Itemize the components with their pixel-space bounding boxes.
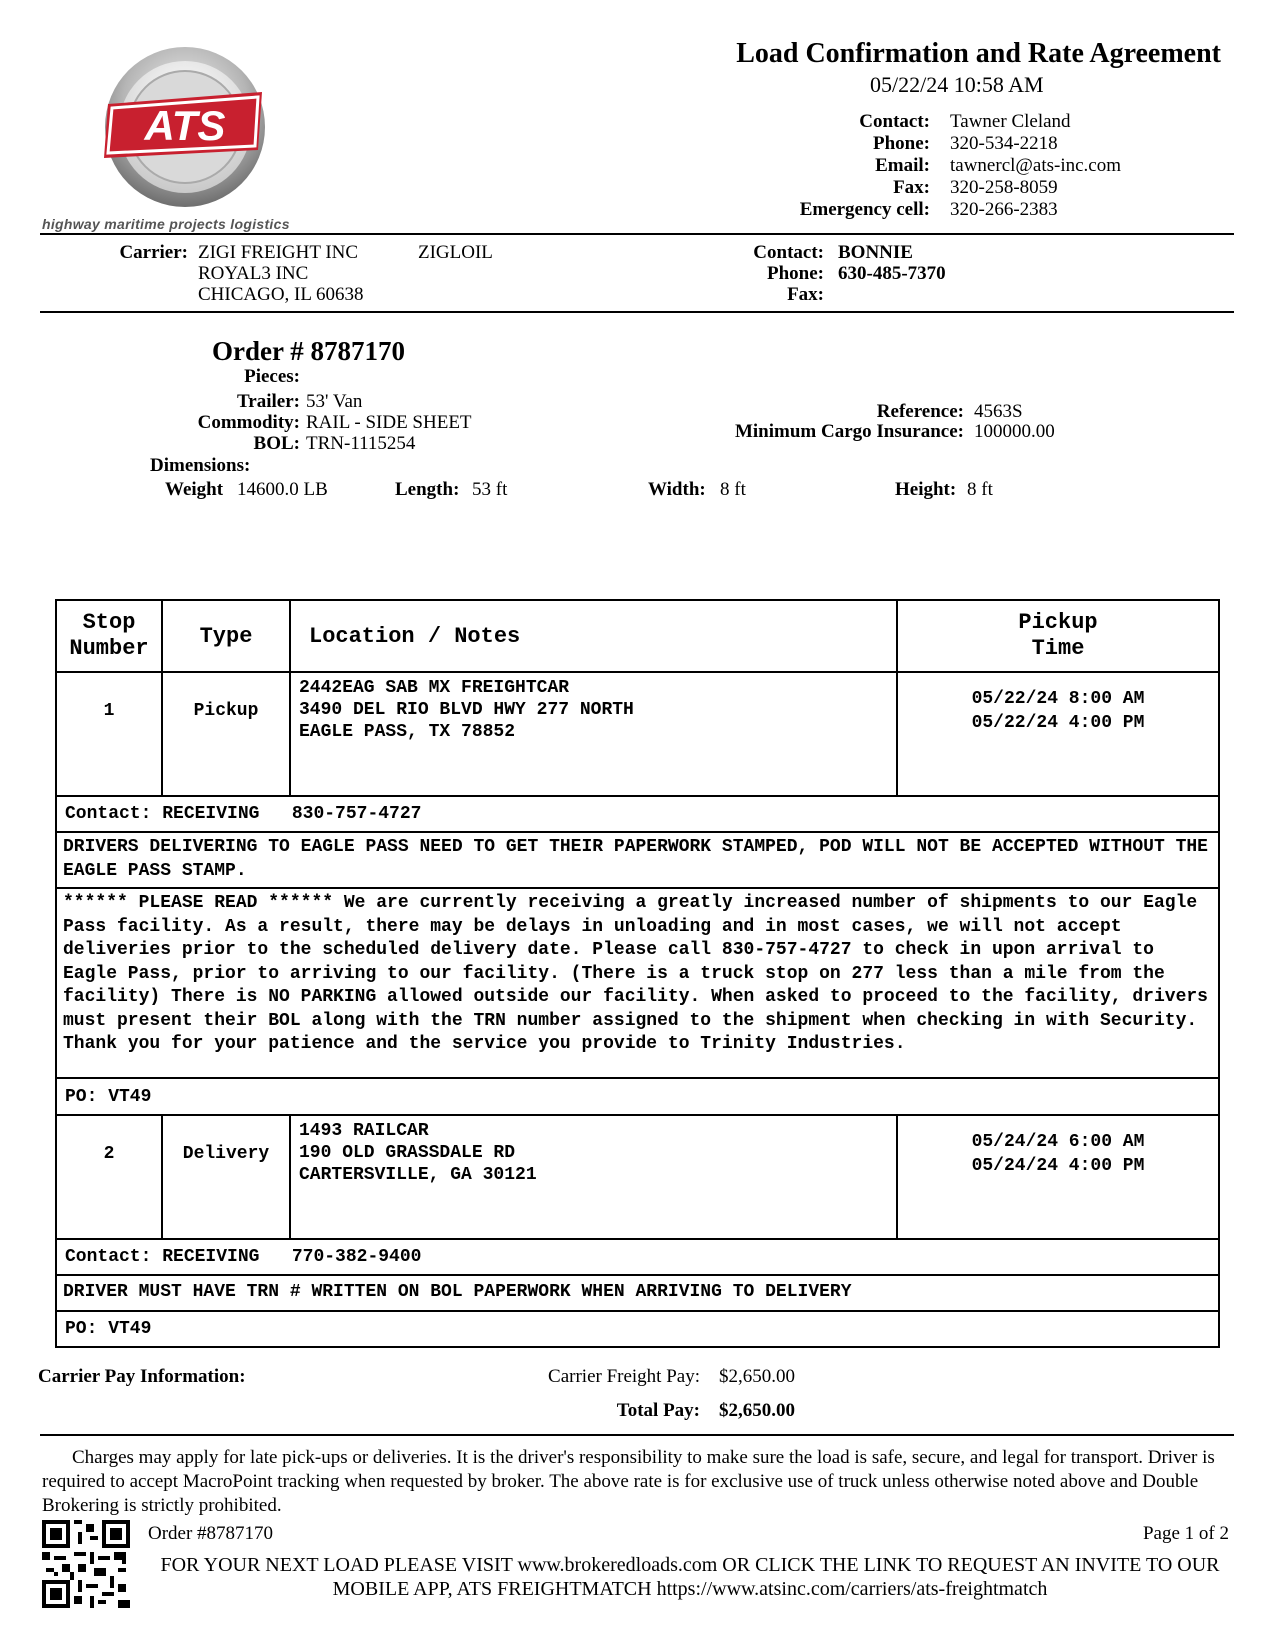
- stop-po: PO: VT49: [56, 1078, 1219, 1115]
- insurance-value: 100000.00: [974, 421, 1055, 442]
- emergency-cell: 320-266-2383: [950, 199, 1058, 220]
- carrier-line2: ROYAL3 INC: [198, 263, 309, 284]
- stop-time: 05/24/24 6:00 AM 05/24/24 4:00 PM: [897, 1115, 1219, 1239]
- stop-type: Pickup: [162, 672, 290, 796]
- freight-pay-value: $2,650.00: [719, 1366, 795, 1387]
- header-type: Type: [162, 600, 290, 672]
- stop-note-row: [56, 888, 1219, 1078]
- bol-label: BOL:: [253, 433, 300, 454]
- width-label: Width:: [648, 479, 706, 500]
- freight-pay-label: Carrier Freight Pay:: [548, 1366, 700, 1387]
- commodity-label: Commodity:: [197, 412, 300, 433]
- width-value: 8 ft: [720, 479, 746, 500]
- stop-note-row: [56, 1275, 1219, 1311]
- document-datetime: 05/22/24 10:58 AM: [870, 72, 1044, 97]
- header-stop-number: Stop Number: [56, 600, 162, 672]
- stop-row: [56, 1115, 1219, 1239]
- stops-table: [55, 599, 1220, 1348]
- height-label: Height:: [895, 479, 957, 500]
- stop-note: DRIVER MUST HAVE TRN # WRITTEN ON BOL PAPERWORK WHEN ARRIVING TO DELIVERY: [56, 1275, 1219, 1311]
- stop-note: DRIVERS DELIVERING TO EAGLE PASS NEED TO GET THEIR PAPERWORK STAMPED, POD WILL NOT BE ACCEPTED WITHOUT THE EAGLE PASS STAMP.: [56, 832, 1219, 888]
- carrier-divider: [40, 311, 1234, 313]
- commodity-value: RAIL - SIDE SHEET: [306, 412, 472, 433]
- carrier-code: ZIGLOIL: [418, 242, 493, 263]
- page-number: Page 1 of 2: [1142, 1523, 1229, 1544]
- reference-value: 4563S: [974, 401, 1023, 422]
- logo-tagline: highway maritime projects logistics: [42, 216, 290, 232]
- carrier-label: Carrier:: [119, 242, 188, 263]
- height-value: 8 ft: [967, 479, 993, 500]
- trailer-value: 53' Van: [306, 391, 363, 412]
- stop-location: 1493 RAILCAR 190 OLD GRASSDALE RD CARTERSVILLE, GA 30121: [290, 1115, 897, 1239]
- total-pay-value: $2,650.00: [719, 1400, 795, 1421]
- stop-po-row: [56, 1311, 1219, 1347]
- carrier-phone-label: Phone:: [767, 263, 824, 284]
- carrier-line3: CHICAGO, IL 60638: [198, 284, 364, 305]
- broker-phone-label: Phone:: [873, 133, 930, 154]
- stop-time: 05/22/24 8:00 AM 05/22/24 4:00 PM: [897, 672, 1219, 796]
- carrier-contact: BONNIE: [838, 242, 913, 263]
- carrier-pay-label: Carrier Pay Information:: [38, 1366, 246, 1387]
- broker-fax: 320-258-8059: [950, 177, 1058, 198]
- dimensions-label: Dimensions:: [150, 455, 251, 476]
- header-location-notes: Location / Notes: [290, 600, 897, 672]
- stop-note: ****** PLEASE READ ****** We are currently receiving a greatly increased number of shipments to our Eagle Pass facility. As a result, there may be delays in unloading and in most cases, we will not accept deliveries prior to the scheduled delivery date. Please call 830-757-4727 to check in upon arrival to Eagle Pass, prior to arriving to our facility. (There is a truck stop on 277 less than a mile from the facility) There is NO PARKING allowed outside our facility. When asked to proceed to the facility, drivers must present their BOL along with the TRN number assigned to the shipment when checking in with Security. Thank you for your patience and the service you provide to Trinity Industries.: [56, 888, 1219, 1078]
- broker-contact-label: Contact:: [859, 111, 930, 132]
- header-pickup-time: Pickup Time: [897, 600, 1219, 672]
- carrier-fax-label: Fax:: [787, 284, 824, 305]
- pay-divider: [40, 1434, 1234, 1436]
- stops-header-row: [56, 600, 1219, 672]
- logo-text: ATS: [144, 102, 226, 149]
- insurance-label: Minimum Cargo Insurance:: [734, 421, 964, 442]
- qr-code[interactable]: [42, 1520, 130, 1608]
- broker-email[interactable]: tawnercl@ats-inc.com: [950, 155, 1122, 176]
- broker-phone: 320-534-2218: [950, 133, 1058, 154]
- footer-order-number: Order #8787170: [148, 1523, 274, 1544]
- carrier-name: ZIGI FREIGHT INC: [198, 242, 359, 263]
- stop-po: PO: VT49: [56, 1311, 1219, 1347]
- emergency-cell-label: Emergency cell:: [799, 199, 930, 220]
- stop-contact: Contact: RECEIVING 830-757-4727: [56, 796, 1219, 832]
- total-pay-label: Total Pay:: [616, 1400, 700, 1421]
- stop-type: Delivery: [162, 1115, 290, 1239]
- footer-promo-message[interactable]: FOR YOUR NEXT LOAD PLEASE VISIT www.brokeredloads.com OR CLICK THE LINK TO REQUEST AN INVITE TO OUR MOBILE APP, ATS FREIGHTMATCH https://www.atsinc.com/carriers/ats-freightmatch: [160, 1554, 1220, 1600]
- reference-label: Reference:: [876, 401, 964, 422]
- weight-value: 14600.0 LB: [237, 479, 328, 500]
- stop-location: 2442EAG SAB MX FREIGHTCAR 3490 DEL RIO BLVD HWY 277 NORTH EAGLE PASS, TX 78852: [290, 672, 897, 796]
- stop-row: [56, 672, 1219, 796]
- weight-label: Weight: [165, 479, 224, 500]
- header-divider: [40, 233, 1234, 235]
- ats-logo: [100, 42, 270, 212]
- trailer-label: Trailer:: [237, 391, 300, 412]
- pieces-label: Pieces:: [244, 366, 300, 387]
- stop-number: 2: [56, 1115, 162, 1239]
- bol-value: TRN-1115254: [306, 433, 416, 454]
- carrier-contact-label: Contact:: [753, 242, 824, 263]
- carrier-phone: 630-485-7370: [838, 263, 946, 284]
- length-value: 53 ft: [472, 479, 508, 500]
- broker-email-label: Email:: [875, 155, 930, 176]
- stop-note-row: [56, 832, 1219, 888]
- document-title: Load Confirmation and Rate Agreement: [736, 38, 1221, 69]
- order-title: Order # 8787170: [212, 336, 405, 366]
- stop-po-row: [56, 1078, 1219, 1115]
- length-label: Length:: [395, 479, 460, 500]
- stop-contact-row: [56, 1239, 1219, 1275]
- broker-contact: Tawner Cleland: [950, 111, 1071, 132]
- stop-contact-row: [56, 796, 1219, 832]
- charges-disclaimer: Charges may apply for late pick-ups or deliveries. It is the driver's responsibility to make sure the load is safe, secure, and legal for transport. Driver is required to accept MacroPoint tracking when requested by broker. The above rate is for exclusive use of truck unless otherwise noted above and Double Brokering is strictly prohibited.: [42, 1447, 1215, 1516]
- stop-contact: Contact: RECEIVING 770-382-9400: [56, 1239, 1219, 1275]
- broker-fax-label: Fax:: [893, 177, 930, 198]
- stop-number: 1: [56, 672, 162, 796]
